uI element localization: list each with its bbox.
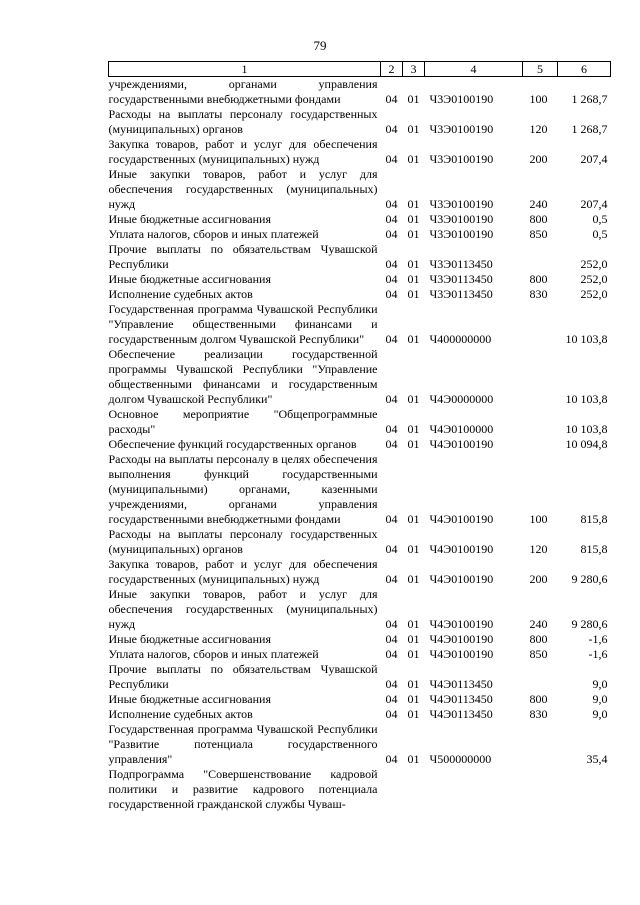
row-amount: 252,0: [580, 287, 608, 301]
row-target-article: Ч3Э0100190: [429, 122, 494, 136]
table-row: [109, 722, 611, 767]
row-subsection: 01: [407, 332, 420, 346]
row-section: [381, 767, 403, 812]
row-subsection: 01: [407, 632, 420, 646]
row-name: Обеспечение реализации государственной программы Чувашской Республики "Управление общественными финансами и государственным долгом Чувашской Республики": [108, 347, 378, 406]
row-section: 04: [385, 92, 398, 106]
row-amount: -1,6: [588, 647, 608, 661]
row-section: 04: [385, 212, 398, 226]
row-section: 04: [385, 392, 398, 406]
row-target-article: [425, 767, 523, 812]
row-amount: 10 103,8: [565, 392, 608, 406]
table-row: [109, 647, 611, 662]
row-target-article: Ч3Э0113450: [429, 257, 493, 271]
row-name: Уплата налогов, сборов и иных платежей: [108, 227, 319, 241]
row-name: Государственная программа Чувашской Республики "Развитие потенциала государственного управления": [108, 722, 378, 766]
row-expense-type: 200: [529, 152, 548, 166]
table-row: [109, 287, 611, 302]
row-target-article: Ч3Э0113450: [429, 287, 493, 301]
table-row: [109, 347, 611, 407]
row-subsection: 01: [407, 752, 420, 766]
row-name: Расходы на выплаты персоналу государственных (муниципальных) органов: [108, 107, 378, 136]
row-subsection: 01: [407, 512, 420, 526]
row-section: 04: [385, 692, 398, 706]
row-target-article: Ч4Э0100190: [429, 647, 494, 661]
header-col-5: 5: [523, 62, 558, 77]
row-section: 04: [385, 647, 398, 661]
row-target-article: Ч3Э0100190: [429, 92, 494, 106]
table-row: [109, 167, 611, 212]
row-name: Подпрограмма "Совершенствование кадровой политики и развитие кадрового потенциала государственной гражданской службы Чуваш-: [108, 767, 378, 811]
table-row: [109, 77, 611, 108]
row-expense-type: [523, 767, 558, 812]
row-amount: 815,8: [580, 542, 608, 556]
row-expense-type: 100: [529, 92, 548, 106]
row-name: Государственная программа Чувашской Республики "Управление общественными финансами и государственным долгом Чувашской Республики": [108, 302, 378, 346]
row-section: 04: [385, 197, 398, 211]
row-amount: 9 280,6: [571, 617, 608, 631]
table-header-row: [109, 62, 611, 77]
row-amount: -1,6: [588, 632, 608, 646]
row-subsection: 01: [407, 197, 420, 211]
row-subsection: 01: [407, 212, 420, 226]
row-section: 04: [385, 122, 398, 136]
row-target-article: Ч4Э0100190: [429, 572, 494, 586]
table-body: [109, 77, 611, 813]
row-section: 04: [385, 632, 398, 646]
row-subsection: 01: [407, 542, 420, 556]
header-col-1: 1: [109, 62, 381, 77]
table-row: [109, 692, 611, 707]
header-col-3: 3: [403, 62, 425, 77]
row-target-article: Ч4Э0100190: [429, 437, 494, 451]
row-expense-type: 830: [529, 707, 548, 721]
table-row: [109, 212, 611, 227]
row-section: 04: [385, 257, 398, 271]
row-target-article: Ч3Э0100190: [429, 212, 494, 226]
row-amount: 35,4: [586, 752, 608, 766]
table-row: [109, 767, 611, 812]
row-subsection: 01: [407, 617, 420, 631]
table-row: [109, 587, 611, 632]
row-name: Иные бюджетные ассигнования: [108, 272, 271, 286]
header-col-2: 2: [381, 62, 403, 77]
row-target-article: Ч4Э0100000: [429, 422, 494, 436]
row-name: Прочие выплаты по обязательствам Чувашской Республики: [108, 662, 378, 691]
table-row: [109, 527, 611, 557]
row-amount: 815,8: [580, 512, 608, 526]
row-subsection: 01: [407, 152, 420, 166]
row-expense-type: 800: [529, 632, 548, 646]
row-section: 04: [385, 542, 398, 556]
row-amount: 9,0: [592, 707, 608, 721]
row-expense-type: 830: [529, 287, 548, 301]
row-section: 04: [385, 707, 398, 721]
row-section: 04: [385, 437, 398, 451]
row-name: Иные закупки товаров, работ и услуг для обеспечения государственных (муниципальных) нужд: [108, 167, 378, 211]
row-amount: 207,4: [580, 197, 608, 211]
row-subsection: 01: [407, 437, 420, 451]
row-name: Иные бюджетные ассигнования: [108, 692, 271, 706]
row-target-article: Ч3Э0113450: [429, 272, 493, 286]
row-subsection: 01: [407, 287, 420, 301]
row-expense-type: 800: [529, 272, 548, 286]
row-subsection: 01: [407, 272, 420, 286]
row-target-article: Ч3Э0100190: [429, 197, 494, 211]
row-amount: 1 268,7: [571, 92, 608, 106]
row-section: 04: [385, 227, 398, 241]
row-name: Уплата налогов, сборов и иных платежей: [108, 647, 319, 661]
row-target-article: Ч3Э0100190: [429, 152, 494, 166]
row-expense-type: 800: [529, 212, 548, 226]
row-subsection: 01: [407, 92, 420, 106]
row-subsection: 01: [407, 692, 420, 706]
row-target-article: Ч4Э0113450: [429, 707, 493, 721]
row-section: 04: [385, 617, 398, 631]
row-subsection: 01: [407, 392, 420, 406]
row-name: учреждениями, органами управления государственными внебюджетными фондами: [108, 77, 378, 106]
row-amount: 0,5: [592, 212, 608, 226]
row-subsection: 01: [407, 227, 420, 241]
table-row: [109, 437, 611, 452]
row-name: Иные закупки товаров, работ и услуг для обеспечения государственных (муниципальных) нужд: [108, 587, 378, 631]
row-amount: [558, 767, 611, 812]
table-row: [109, 557, 611, 587]
row-amount: 0,5: [592, 227, 608, 241]
row-expense-type: [523, 347, 558, 407]
table-row: [109, 707, 611, 722]
row-expense-type: 800: [529, 692, 548, 706]
table-row: [109, 662, 611, 692]
row-subsection: 01: [407, 647, 420, 661]
row-amount: 9 280,6: [571, 572, 608, 586]
row-target-article: Ч4Э0113450: [429, 692, 493, 706]
row-name: Расходы на выплаты персоналу в целях обеспечения выполнения функций государственными (муниципальными) органами, казенными учреждениями, органами управления государственными внебюджетными фондами: [108, 452, 378, 526]
row-name: Прочие выплаты по обязательствам Чувашской Республики: [108, 242, 378, 271]
row-target-article: Ч4Э0100190: [429, 542, 494, 556]
table-row: [109, 632, 611, 647]
row-section: 04: [385, 512, 398, 526]
row-subsection: 01: [407, 422, 420, 436]
row-section: 04: [385, 752, 398, 766]
row-name: Расходы на выплаты персоналу государственных (муниципальных) органов: [108, 527, 378, 556]
row-target-article: Ч4Э0100190: [429, 512, 494, 526]
row-section: 04: [385, 572, 398, 586]
table-row: [109, 137, 611, 167]
table-row: [109, 302, 611, 347]
row-name: Исполнение судебных актов: [108, 707, 253, 721]
row-expense-type: [523, 662, 558, 692]
row-amount: 1 268,7: [571, 122, 608, 136]
row-amount: 207,4: [580, 152, 608, 166]
row-section: 04: [385, 287, 398, 301]
row-amount: 10 103,8: [565, 422, 608, 436]
row-subsection: 01: [407, 572, 420, 586]
row-target-article: Ч4Э0100190: [429, 617, 494, 631]
row-name: Закупка товаров, работ и услуг для обеспечения государственных (муниципальных) нужд: [108, 557, 378, 586]
row-subsection: 01: [407, 707, 420, 721]
row-target-article: Ч4Э0113450: [429, 677, 493, 691]
row-expense-type: [523, 437, 558, 452]
row-expense-type: 850: [529, 227, 548, 241]
row-name: Закупка товаров, работ и услуг для обеспечения государственных (муниципальных) нужд: [108, 137, 378, 166]
table-row: [109, 242, 611, 272]
row-section: 04: [385, 152, 398, 166]
table-row: [109, 107, 611, 137]
row-target-article: Ч400000000: [429, 332, 492, 346]
row-section: 04: [385, 422, 398, 436]
row-expense-type: 100: [529, 512, 548, 526]
row-name: Основное мероприятие "Общепрограммные расходы": [108, 407, 378, 436]
row-expense-type: [523, 722, 558, 767]
table-row: [109, 452, 611, 527]
row-amount: 10 094,8: [565, 437, 608, 451]
row-subsection: [403, 767, 425, 812]
row-name: Иные бюджетные ассигнования: [108, 212, 271, 226]
row-target-article: Ч4Э0100190: [429, 632, 494, 646]
table-row: [109, 407, 611, 437]
row-amount: 252,0: [580, 272, 608, 286]
row-expense-type: 120: [529, 122, 548, 136]
row-expense-type: [523, 407, 558, 437]
row-section: 04: [385, 272, 398, 286]
header-col-6: 6: [558, 62, 611, 77]
row-expense-type: 240: [529, 617, 548, 631]
row-expense-type: [523, 242, 558, 272]
row-amount: 10 103,8: [565, 332, 608, 346]
row-amount: 252,0: [580, 257, 608, 271]
row-expense-type: 240: [529, 197, 548, 211]
row-section: 04: [385, 332, 398, 346]
row-target-article: Ч500000000: [429, 752, 492, 766]
row-name: Иные бюджетные ассигнования: [108, 632, 271, 646]
row-subsection: 01: [407, 122, 420, 136]
row-expense-type: [523, 302, 558, 347]
page-number: 79: [313, 38, 327, 53]
row-expense-type: 200: [529, 572, 548, 586]
row-target-article: Ч3Э0100190: [429, 227, 494, 241]
header-col-4: 4: [425, 62, 523, 77]
budget-table: [108, 61, 611, 812]
row-amount: 9,0: [592, 677, 608, 691]
row-expense-type: 850: [529, 647, 548, 661]
table-row: [109, 272, 611, 287]
row-amount: 9,0: [592, 692, 608, 706]
row-name: Исполнение судебных актов: [108, 287, 253, 301]
row-subsection: 01: [407, 257, 420, 271]
row-section: 04: [385, 677, 398, 691]
row-expense-type: 120: [529, 542, 548, 556]
row-subsection: 01: [407, 677, 420, 691]
table-row: [109, 227, 611, 242]
row-name: Обеспечение функций государственных органов: [108, 437, 357, 451]
row-target-article: Ч4Э0000000: [429, 392, 494, 406]
